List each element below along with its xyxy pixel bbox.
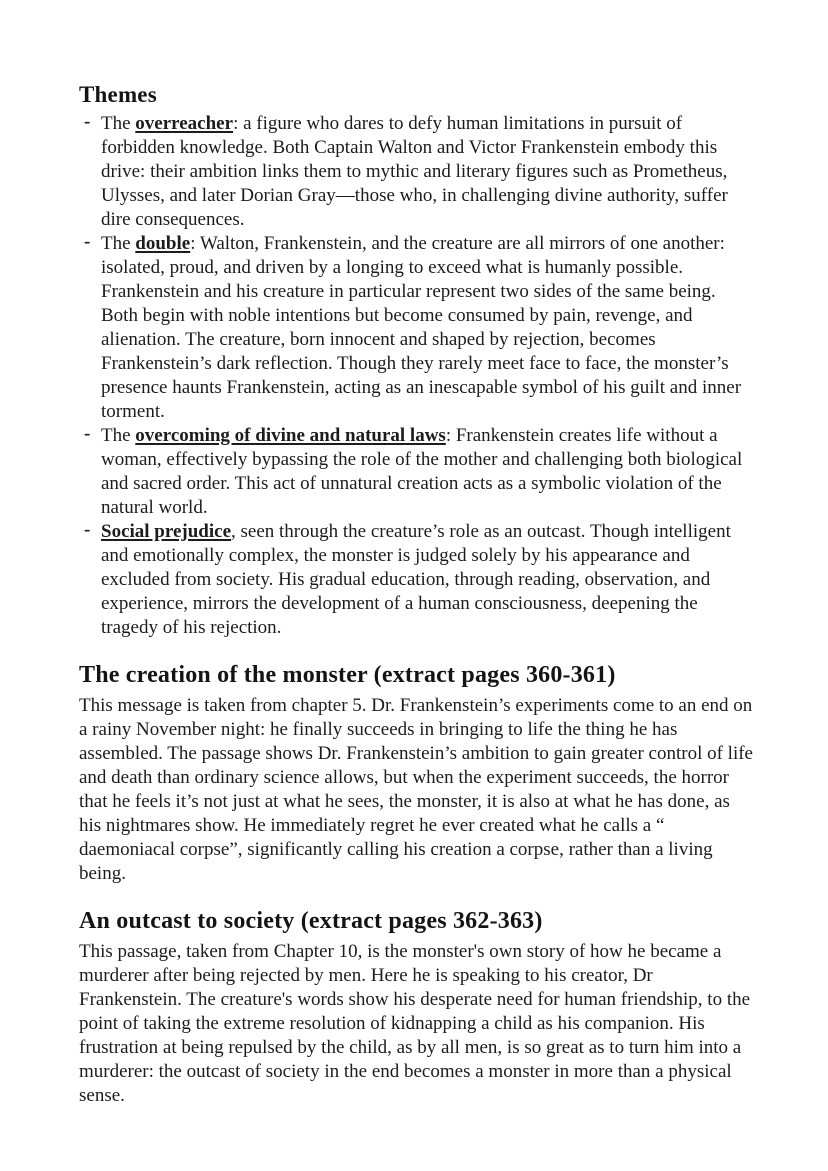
theme-prefix: The [101, 113, 136, 134]
theme-text: : Walton, Frankenstein, and the creature are all mirrors of one another: isolated, proud, and driven by a longing to exceed what is humanly possible. Frankenstein and his creature in particular represent two sides of the same being. Both begin with noble intentions but become consumed by pain, revenge, and alienation. The creature, born innocent and shaped by rejection, becomes Frankenstein’s dark reflection. Though they rarely meet face to face, the monster’s presence haunts Frankenstein, acting as an inescapable symbol of his guilt and inner torment. [101, 233, 742, 422]
document-page [79, 81, 755, 1108]
theme-prefix: The [101, 233, 136, 254]
theme-item-divine-natural-laws [84, 424, 755, 520]
bullet-dash: - [84, 231, 91, 252]
themes-heading: Themes [79, 82, 157, 107]
theme-term-social-prejudice: Social prejudice [101, 521, 232, 542]
section-heading-creation-of-monster: The creation of the monster (extract pages 360-361) [79, 662, 616, 688]
theme-text: , seen through the creature’s role as an outcast. Though intelligent and emotionally complex, the monster is judged solely by his appearance and excluded from society. His gradual education, through reading, observation, and experience, mirrors the development of a human consciousness, deepening the tragedy of his rejection. [101, 521, 731, 638]
theme-term-double: double [135, 233, 191, 254]
theme-item-social-prejudice [84, 520, 755, 640]
section-heading-outcast-to-society: An outcast to society (extract pages 362-363) [79, 908, 543, 934]
theme-text: : a figure who dares to defy human limitations in pursuit of forbidden knowledge. Both Captain Walton and Victor Frankenstein embody this drive: their ambition links them to mythic and literary figures such as Prometheus, Ulysses, and later Dorian Gray—those who, in challenging divine authority, suffer dire consequences. [101, 113, 728, 230]
section-paragraph-outcast-to-society: This passage, taken from Chapter 10, is the monster's own story of how he became a murderer after being rejected by men. Here he is speaking to his creator, Dr Frankenstein. The creature's words show his desperate need for human friendship, to the point of taking the extreme resolution of kidnapping a child as his companion. His frustration at being repulsed by the child, as by all men, is so great as to turn him into a murderer: the outcast of society in the end becomes a monster in more than a physical sense. [79, 941, 751, 1106]
bullet-dash: - [84, 423, 91, 444]
bullet-dash: - [84, 111, 91, 132]
theme-item-double [84, 232, 755, 424]
section-paragraph-creation-of-monster: This message is taken from chapter 5. Dr. Frankenstein’s experiments come to an end on a rainy November night: he finally succeeds in bringing to life the thing he has assembled. The passage shows Dr. Frankenstein’s ambition to gain greater control of life and death than ordinary science allows, but when the experiment succeeds, the horror that he feels it’s not just at what he sees, the monster, it is also at what he has done, as his nightmares show. He immediately regret he ever created what he calls a “ daemoniacal corpse”, significantly calling his creation a corpse, rather than a living being. [79, 695, 753, 884]
theme-term-divine-natural-laws: overcoming of divine and natural laws [135, 425, 446, 446]
theme-item-overreacher [84, 112, 755, 232]
theme-term-overreacher: overreacher [135, 113, 234, 134]
bullet-dash: - [84, 519, 91, 540]
themes-list [79, 112, 755, 640]
theme-text: : Frankenstein creates life without a woman, effectively bypassing the role of the mother and challenging both biological and sacred order. This act of unnatural creation acts as a symbolic violation of the natural world. [101, 425, 743, 518]
theme-prefix: The [101, 425, 136, 446]
